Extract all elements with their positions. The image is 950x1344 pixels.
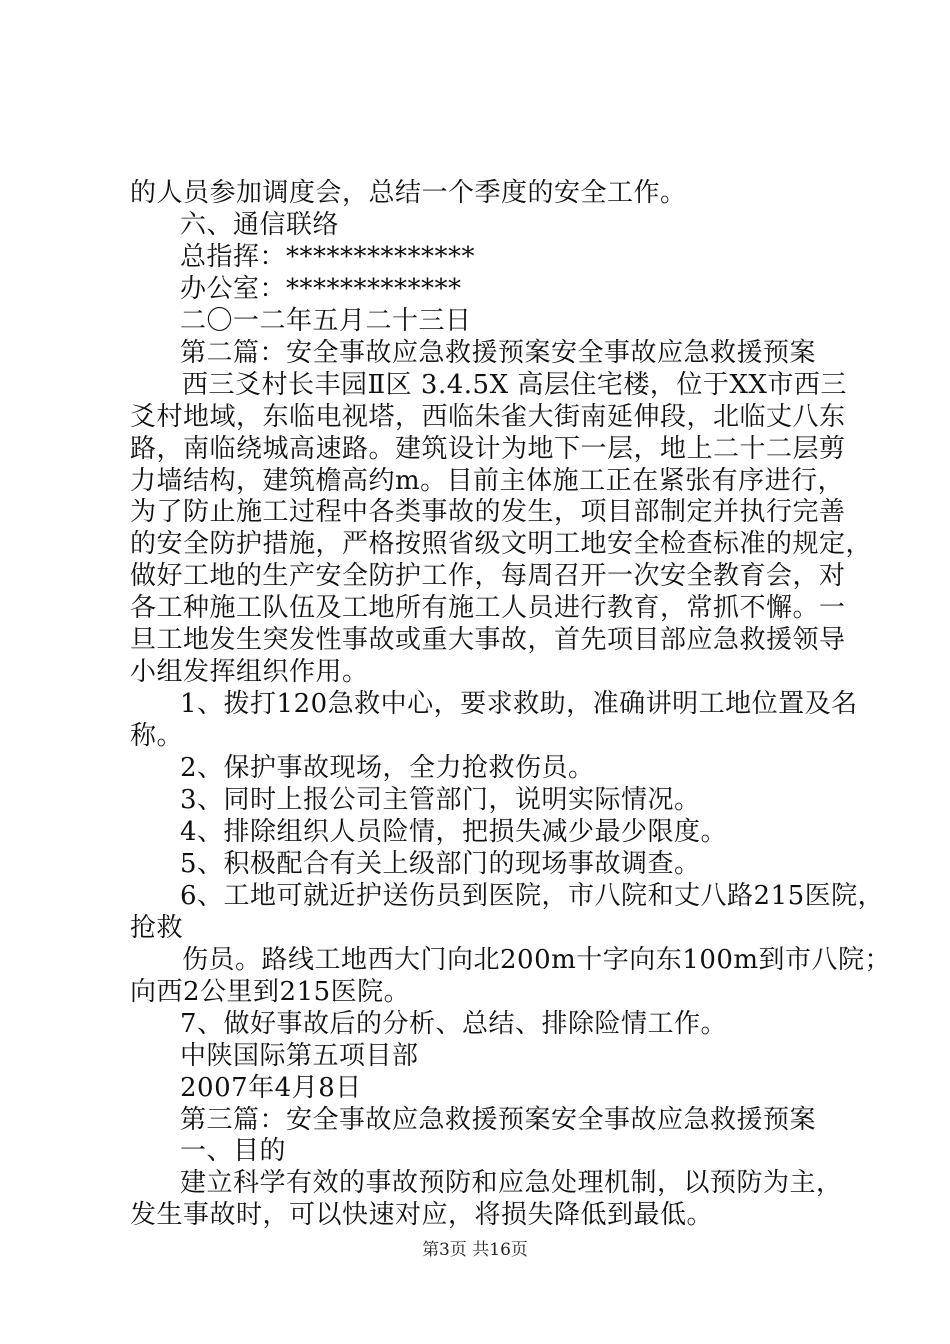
date-line: 二〇一二年五月二十三日	[180, 306, 472, 336]
body-line: 向西2公里到215医院。	[130, 977, 411, 1007]
body-line: 做好工地的生产安全防护工作，每周召开一次安全教育会，对	[130, 561, 846, 591]
body-line: 为了防止施工过程中各类事故的发生，项目部制定并执行完善	[130, 497, 846, 527]
section-heading: 一、目的	[180, 1136, 287, 1166]
list-item: 7、做好事故后的分析、总结、排除险情工作。	[180, 1009, 728, 1039]
signature-date: 2007年4月8日	[180, 1073, 362, 1103]
contact-line: 办公室：*************	[180, 274, 462, 304]
body-line: 称。	[130, 721, 184, 751]
body-line: 建立科学有效的事故预防和应急处理机制，以预防为主，	[180, 1168, 843, 1198]
body-line: 力墙结构，建筑檐高约m。目前主体施工正在紧张有序进行，	[130, 466, 845, 496]
body-line: 伤员。路线工地西大门向北200m十字向东100m到市八院；	[182, 945, 892, 975]
section-heading: 六、通信联络	[180, 210, 340, 240]
body-line: 发生事故时，可以快速对应，将损失降低到最低。	[130, 1200, 714, 1230]
body-line: 的人员参加调度会，总结一个季度的安全工作。	[130, 178, 687, 208]
signature-org: 中陕国际第五项目部	[180, 1041, 419, 1071]
body-line: 爻村地域，东临电视塔，西临朱雀大街南延伸段，北临丈八东	[130, 402, 846, 432]
list-item: 2、保护事故现场，全力抢救伤员。	[180, 753, 595, 783]
list-item: 4、排除组织人员险情，把损失减少最少限度。	[180, 817, 728, 847]
contact-line: 总指挥：**************	[180, 242, 476, 272]
body-line: 各工种施工队伍及工地所有施工人员进行教育，常抓不懈。一	[130, 593, 846, 623]
body-line: 抢救	[130, 913, 184, 943]
chapter-title: 第二篇：安全事故应急救援预案安全事故应急救援预案	[180, 338, 817, 368]
page-footer: 第3页 共16页	[422, 1240, 528, 1260]
chapter-title: 第三篇：安全事故应急救援预案安全事故应急救援预案	[180, 1105, 817, 1135]
body-line: 路，南临绕城高速路。建筑设计为地下一层，地上二十二层剪	[130, 434, 846, 464]
list-item: 6、工地可就近护送伤员到医院，市八院和丈八路215医院，	[180, 881, 885, 911]
list-item: 3、同时上报公司主管部门，说明实际情况。	[180, 785, 701, 815]
list-item: 5、积极配合有关上级部门的现场事故调查。	[180, 849, 701, 879]
body-line: 的安全防护措施，严格按照省级文明工地安全检查标准的规定，	[130, 529, 873, 559]
body-line: 西三爻村长丰园Ⅱ区 3.4.5X 高层住宅楼，位于XX市西三	[182, 370, 847, 400]
body-line: 旦工地发生突发性事故或重大事故，首先项目部应急救援领导	[130, 625, 846, 655]
list-item: 1、拨打120急救中心，要求救助，准确讲明工地位置及名	[180, 689, 858, 719]
body-line: 小组发挥组织作用。	[130, 657, 369, 687]
